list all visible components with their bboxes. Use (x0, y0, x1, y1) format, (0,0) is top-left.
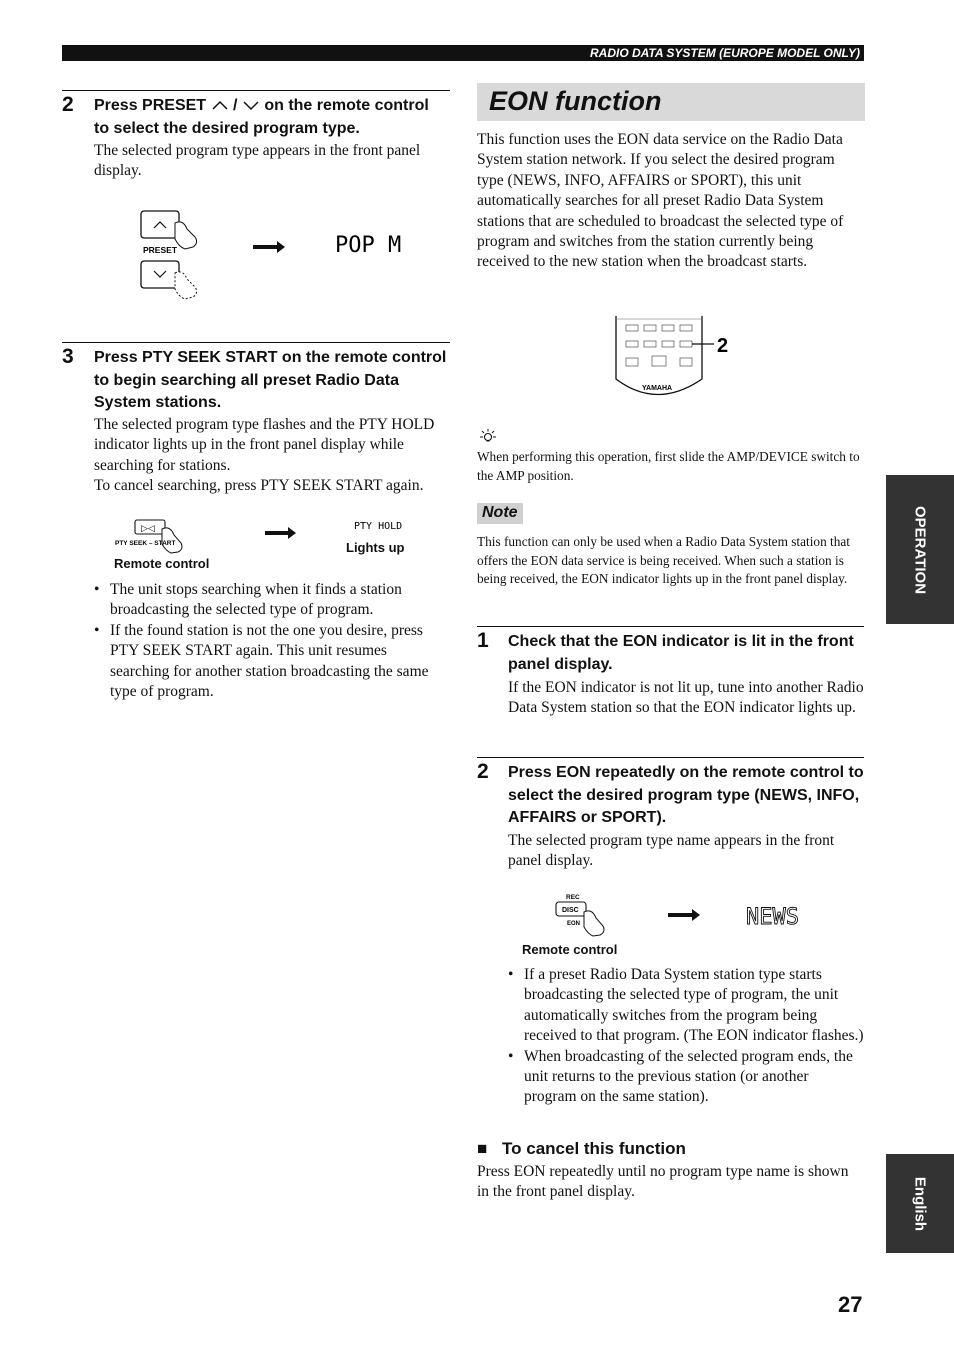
step-body: If the EON indicator is not lit up, tune into another Radio Data System station so that the EON indicator lights up. (508, 679, 864, 717)
note-label-box (477, 503, 523, 524)
note-text: This function can only be used when a Radio Data System station that offers the EON data service is being received. When such a station is being received, the EON indicator lights up in the front panel display. (477, 534, 850, 587)
section-title: RADIO DATA SYSTEM (EUROPE MODEL ONLY) (589, 46, 860, 60)
step-heading: Press EON repeatedly on the remote control to select the desired program type (NEWS, INFO, AFFAIRS or SPORT). (508, 764, 864, 826)
preset-figure (135, 205, 435, 305)
lights-up-caption: Lights up (346, 540, 405, 555)
pty-seek-label: PTY SEEK – START (115, 540, 176, 547)
language-tab: English (886, 1154, 954, 1253)
up-arrow-icon (211, 99, 229, 111)
step-number: 2 (477, 760, 489, 783)
remote-outline (616, 316, 702, 395)
note-label: Note (482, 504, 518, 521)
step-heading: Check that the EON indicator is lit in the front panel display. (508, 633, 854, 673)
step-divider (477, 626, 864, 627)
step-number: 3 (62, 345, 74, 368)
list-item: • If a preset Radio Data System station type starts broadcasting the selected type of program, the unit automatically switches from the program being received to that program. (The EON indicator flashes.) (508, 965, 864, 1047)
bullet-list (508, 965, 864, 1108)
hand-icon (175, 222, 197, 249)
rec-label: REC (566, 894, 580, 901)
step-number: 2 (62, 93, 74, 116)
operation-tab: OPERATION (886, 475, 954, 624)
eon-figure (540, 888, 840, 942)
lcd-display-text: POP M (335, 233, 402, 258)
section-header-bar (62, 45, 864, 61)
eon-label: EON (567, 921, 581, 927)
lcd-display-text: NEWS (746, 905, 799, 930)
tip-text: When performing this operation, first slide the AMP/DEVICE switch to the AMP position. (477, 449, 860, 483)
callout-number: 2 (717, 335, 729, 357)
brand-logo: YAMAHA (642, 385, 673, 392)
step-heading: Press PTY SEEK START on the remote control to begin searching all preset Radio Data System stations. (94, 349, 447, 411)
preset-label: PRESET (143, 245, 178, 255)
subsection-heading: ■ To cancel this function (477, 1139, 686, 1158)
preset-down-button (141, 261, 179, 288)
hand-icon (584, 911, 604, 936)
skip-icon: ▷◁ (141, 523, 155, 533)
disc-label: DISC (562, 907, 579, 914)
step-body: The selected program type flashes and the PTY HOLD indicator lights up in the front panel display while searching for stations. To cancel searching, press PTY SEEK START again. (94, 416, 435, 495)
title-box (477, 83, 865, 121)
intro-paragraph: This function uses the EON data service on the Radio Data System station network. If you select the desired program type (NEWS, INFO, AFFAIRS or SPORT), this unit automatically searches for all preset Radio Data System stations that are scheduled to broadcast the selected type of program and switches from the station currently being received to the new station when the broadcast starts. (477, 131, 844, 271)
pty-hold-indicator: PTY HOLD (354, 521, 403, 532)
square-bullet-icon: ■ (477, 1139, 488, 1158)
down-arrow-icon (242, 99, 260, 111)
page-title: EON function (489, 86, 662, 116)
remote-control-caption: Remote control (114, 556, 210, 571)
list-item: • The unit stops searching when it finds a station broadcasting the selected type of program. (94, 580, 450, 621)
step-number: 1 (477, 629, 489, 652)
page-number: 27 (838, 1292, 863, 1317)
remote-control-caption: Remote control (522, 942, 618, 957)
step-divider (62, 90, 450, 91)
step-body: The selected program type appears in the front panel display. (94, 142, 421, 180)
step-divider (477, 757, 864, 758)
list-item: • If the found station is not the one you desire, press PTY SEEK START again. This unit resumes searching for another station broadcasting the same type of program. (94, 621, 450, 703)
preset-up-button (141, 211, 179, 238)
hand-dashed-icon (175, 272, 197, 299)
step-heading: Press PRESET / on the remote control to select the desired program type. (94, 97, 429, 137)
remote-control-figure (612, 314, 737, 406)
tip-lightbulb-icon (477, 428, 499, 446)
arrow-right-icon (668, 909, 700, 921)
cancel-body: Press EON repeatedly until no program type name is shown in the front panel display. (477, 1163, 849, 1201)
list-item: • When broadcasting of the selected program ends, the unit returns to the previous station (or another program on the same station). (508, 1047, 864, 1108)
arrow-right-icon (253, 241, 285, 253)
arrow-right-icon (265, 527, 296, 539)
step-body: The selected program type name appears in the front panel display. (508, 832, 835, 870)
bullet-list (94, 580, 450, 702)
step-divider (62, 342, 450, 343)
